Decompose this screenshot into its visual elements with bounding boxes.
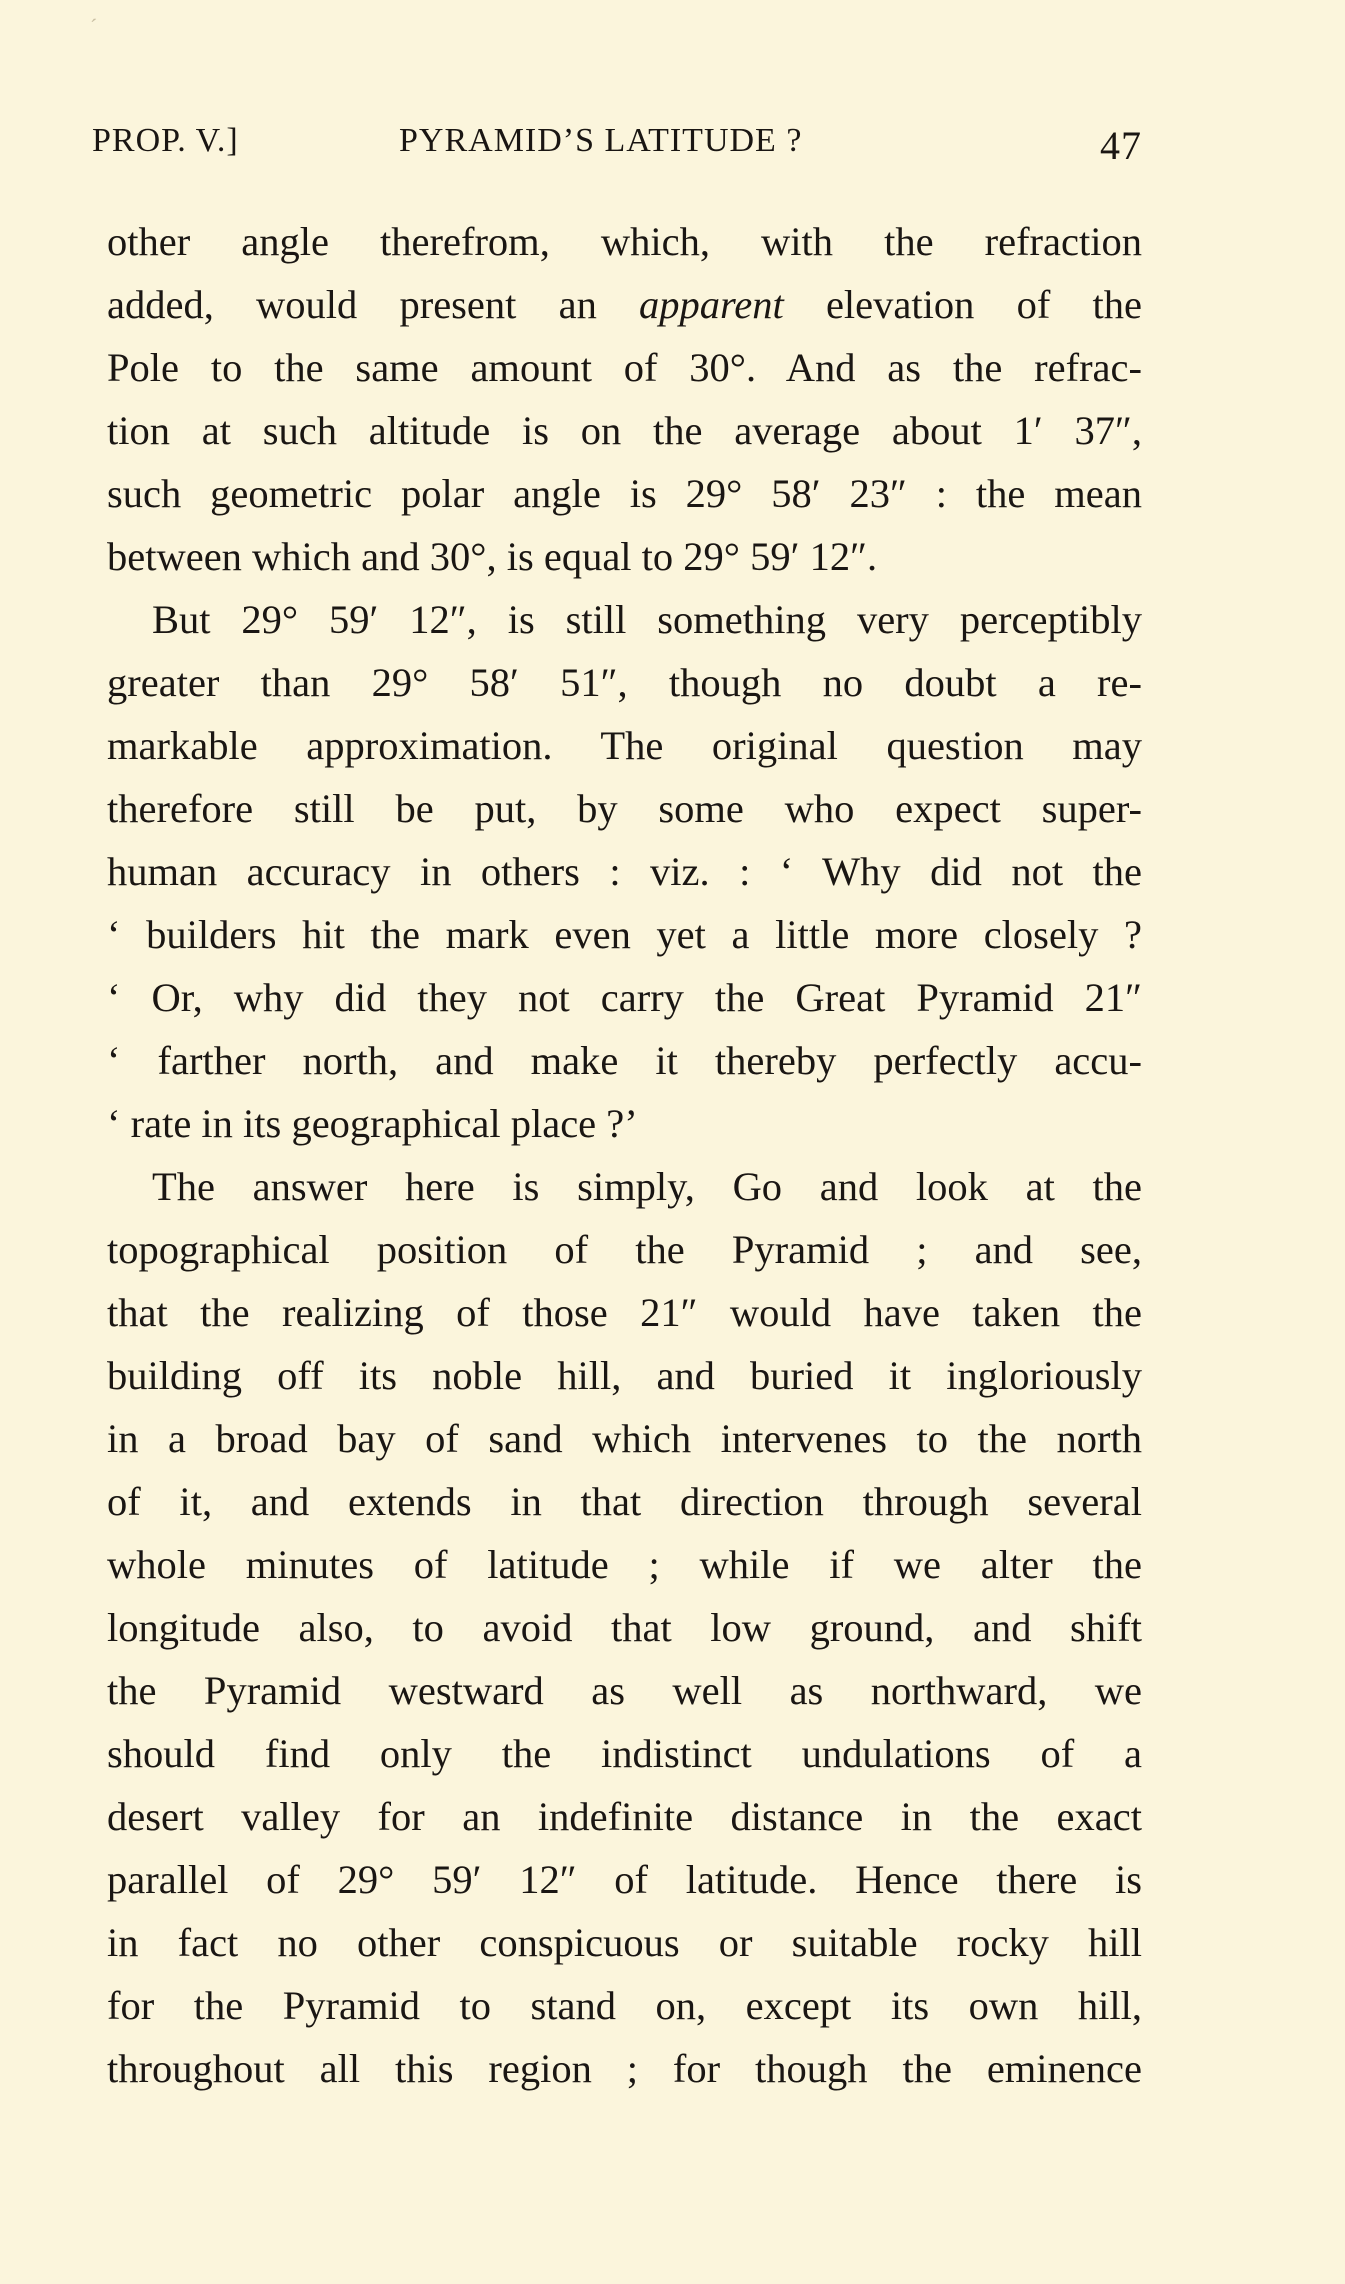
text-line: added, would present an apparent elevation of the xyxy=(107,282,1142,327)
text-line: whole minutes of latitude ; while if we alter the xyxy=(107,1542,1142,1587)
text-line: ‘ rate in its geographical place ?’ xyxy=(107,1101,638,1146)
paragraph-start-line: The answer here is simply, Go and look at the xyxy=(152,1164,1142,1209)
text-line: human accuracy in others : viz. : ‘ Why did not the xyxy=(107,849,1142,894)
page-number: 47 xyxy=(1100,123,1142,168)
running-header xyxy=(92,122,1142,174)
text-line: Pole to the same amount of 30°. And as the refrac- xyxy=(107,345,1142,390)
emphasis-apparent: apparent xyxy=(639,282,784,327)
text-line: ‘ builders hit the mark even yet a little more closely ? xyxy=(107,912,1142,957)
paragraph-start-line: But 29° 59′ 12″, is still something very perceptibly xyxy=(152,597,1142,642)
text-line: desert valley for an indefinite distance in the exact xyxy=(107,1794,1142,1839)
text-line: that the realizing of those 21″ would have taken the xyxy=(107,1290,1142,1335)
text-line: markable approximation. The original question may xyxy=(107,723,1142,768)
text-line: ‘ farther north, and make it thereby perfectly accu- xyxy=(107,1038,1142,1083)
pencil-mark-icon: ˊ xyxy=(90,14,98,39)
text-line: tion at such altitude is on the average about 1′ 37″, xyxy=(107,408,1142,453)
text-line: should find only the indistinct undulations of a xyxy=(107,1731,1142,1776)
text-line: longitude also, to avoid that low ground, and shift xyxy=(107,1605,1142,1650)
body-text xyxy=(107,210,1142,2100)
text-line: other angle therefrom, which, with the refraction xyxy=(107,219,1142,264)
header-proposition: PROP. V.] xyxy=(92,122,239,159)
header-title: PYRAMID’S LATITUDE ? xyxy=(399,122,803,159)
text-line: in fact no other conspicuous or suitable rocky hill xyxy=(107,1920,1142,1965)
text-line: parallel of 29° 59′ 12″ of latitude. Hence there is xyxy=(107,1857,1142,1902)
text-line: greater than 29° 58′ 51″, though no doubt a re- xyxy=(107,660,1142,705)
text-line: therefore still be put, by some who expect super- xyxy=(107,786,1142,831)
text-line: in a broad bay of sand which intervenes to the north xyxy=(107,1416,1142,1461)
text-line: of it, and extends in that direction through several xyxy=(107,1479,1142,1524)
text-line: between which and 30°, is equal to 29° 59′ 12″. xyxy=(107,534,878,579)
text-line: ‘ Or, why did they not carry the Great Pyramid 21″ xyxy=(107,975,1142,1020)
text-line: for the Pyramid to stand on, except its own hill, xyxy=(107,1983,1142,2028)
text-line: the Pyramid westward as well as northward, we xyxy=(107,1668,1142,1713)
text-line: topographical position of the Pyramid ; and see, xyxy=(107,1227,1142,1272)
text-line: throughout all this region ; for though the eminence xyxy=(107,2046,1142,2091)
text-line: such geometric polar angle is 29° 58′ 23″ : the mean xyxy=(107,471,1142,516)
text-line: building off its noble hill, and buried it ingloriously xyxy=(107,1353,1142,1398)
